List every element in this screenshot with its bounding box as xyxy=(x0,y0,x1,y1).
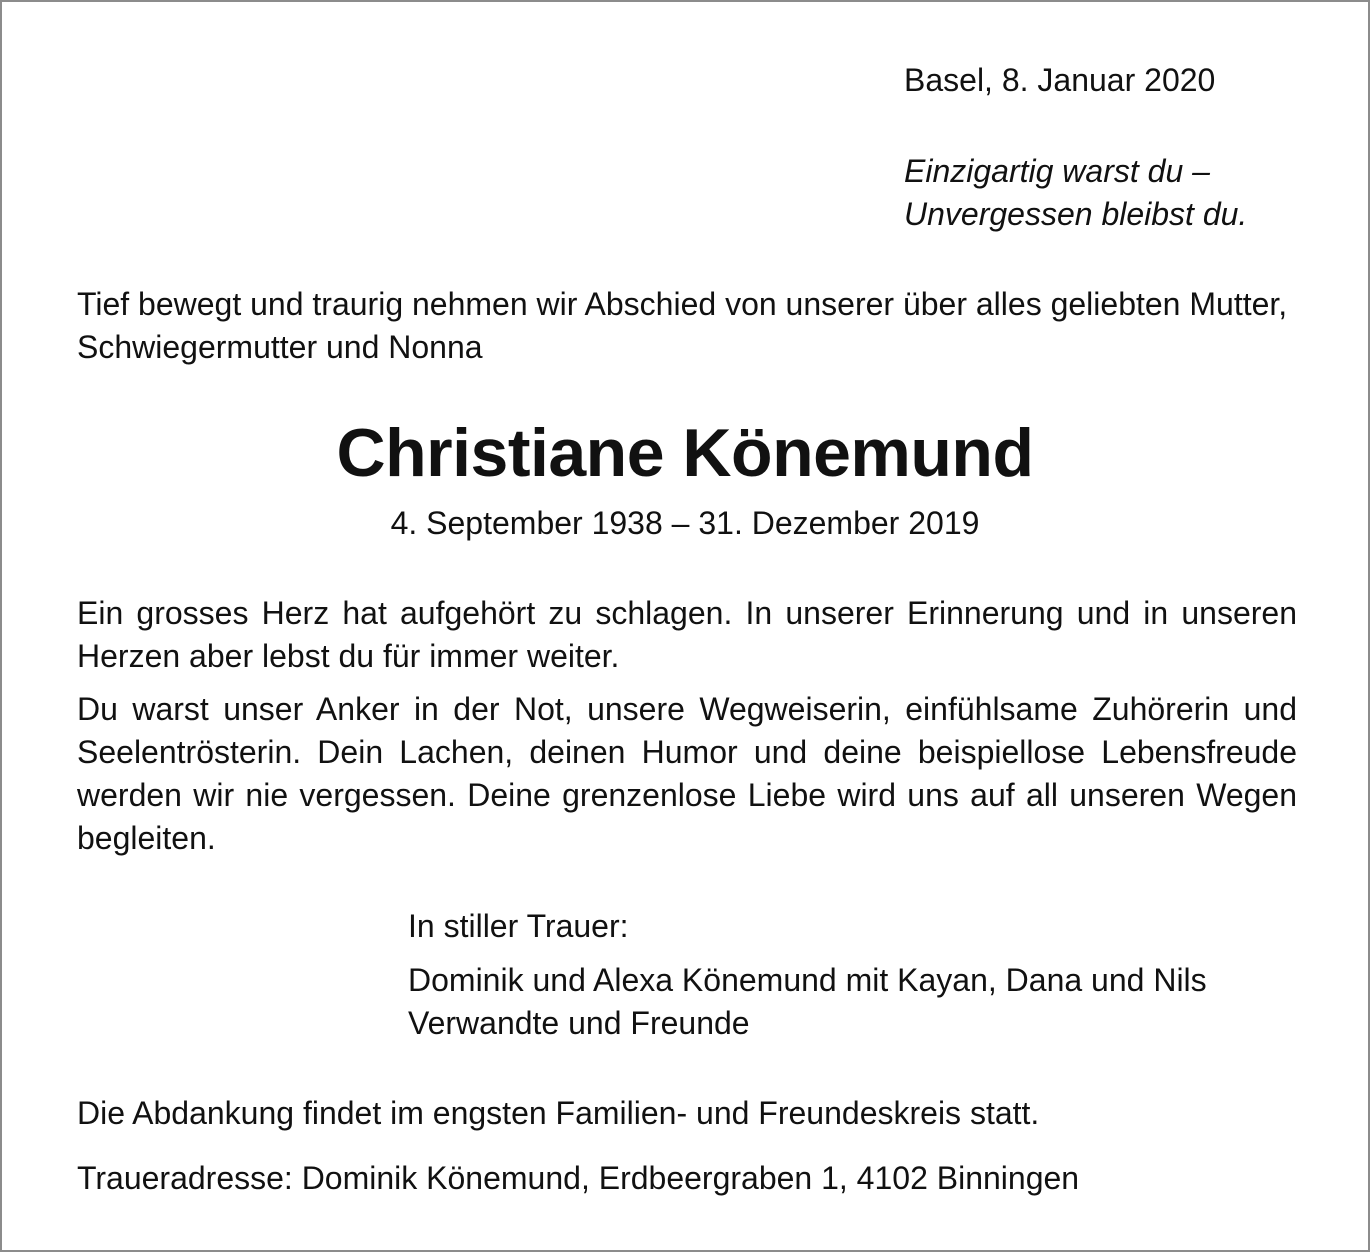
place-date: Basel, 8. Januar 2020 xyxy=(904,62,1216,98)
mourner-line: Verwandte und Freunde xyxy=(408,1005,750,1041)
life-dates: 4. September 1938 – 31. Dezember 2019 xyxy=(390,505,980,541)
paragraph-anchor: Du warst unser Anker in der Not, unsere Wegweiserin, einfühlsame Zuhörerin und Seelentrösterin. Dein Lachen, deinen Humor und deine beispiellose Lebensfreude werden wir nie vergessen. Deine grenzenlose Liebe wird uns auf all unseren Wegen begleiten. xyxy=(77,691,1297,856)
deceased-name: Christiane Könemund xyxy=(336,415,1034,491)
mourner-line: Dominik und Alexa Könemund mit Kayan, Dana und Nils xyxy=(408,962,1207,998)
intro-text: Tief bewegt und traurig nehmen wir Abschied von unserer über alles geliebten Mutter, Schwiegermutter und Nonna xyxy=(77,286,1288,365)
motto-line: Einzigartig warst du – xyxy=(904,153,1210,189)
ceremony-note: Die Abdankung findet im engsten Familien- und Freundeskreis statt. xyxy=(77,1095,1040,1131)
mourning-address: Traueradresse: Dominik Könemund, Erdbeergraben 1, 4102 Binningen xyxy=(77,1160,1080,1196)
motto xyxy=(904,150,1247,236)
paragraph-heart: Ein grosses Herz hat aufgehört zu schlagen. In unserer Erinnerung und in unseren Herzen aber lebst du für immer weiter. xyxy=(77,595,1297,674)
mourning-label: In stiller Trauer: xyxy=(408,908,629,944)
mourners-list xyxy=(408,959,1207,1045)
motto-line: Unvergessen bleibst du. xyxy=(904,196,1248,232)
